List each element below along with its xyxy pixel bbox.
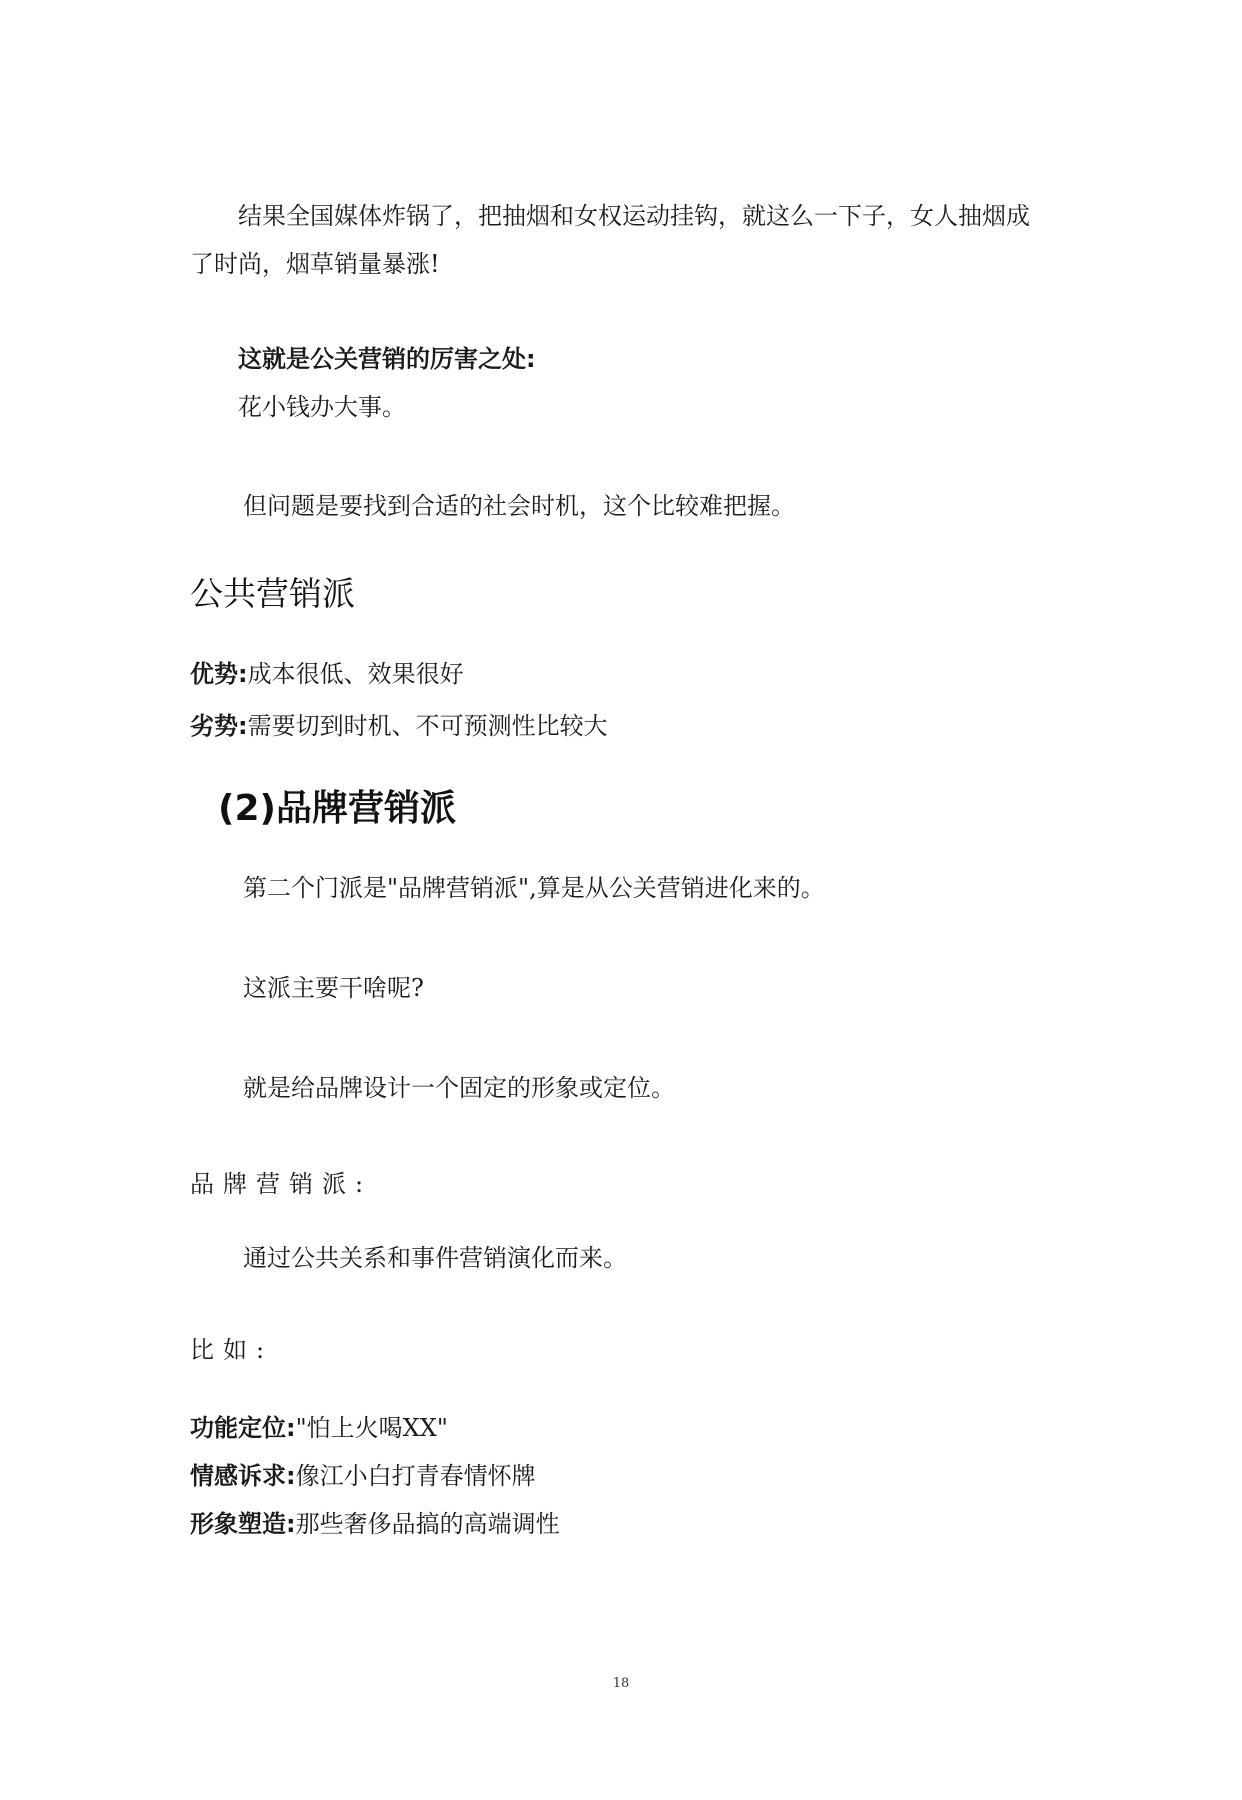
- paragraph-line: 第二个门派是"品牌营销派",算是从公关营销进化来的。: [243, 874, 825, 902]
- paragraph-line: 通过公共关系和事件营销演化而来。: [243, 1244, 627, 1272]
- list-item: [190, 1412, 448, 1444]
- cons-row: [190, 710, 608, 742]
- highlight-heading: 这就是公关营销的厉害之处:: [238, 345, 536, 373]
- paragraph-line: 但问题是要找到合适的社会时机，这个比较难把握。: [243, 492, 795, 520]
- section-title: 公共营销派: [190, 574, 355, 613]
- highlight-text: 花小钱办大事。: [238, 393, 406, 421]
- list-item: [190, 1460, 536, 1492]
- pros-label: 优势:: [190, 660, 248, 688]
- list-item: [190, 1508, 560, 1540]
- item-text: "怕上火喝XX": [295, 1414, 448, 1442]
- cons-text: 需要切到时机、不可预测性比较大: [247, 712, 608, 740]
- paragraph-line: 结果全国媒体炸锅了，把抽烟和女权运动挂钩，就这么一下子，女人抽烟成: [238, 202, 1030, 230]
- section-title: (2)品牌营销派: [218, 788, 456, 829]
- paragraph-line: 了时尚，烟草销量暴涨!: [190, 250, 440, 278]
- brand-label: 品牌营销派:: [190, 1170, 373, 1198]
- paragraph-line: 这派主要干啥呢?: [243, 974, 424, 1002]
- pros-row: [190, 658, 464, 690]
- item-text: 像江小白打青春情怀牌: [295, 1462, 536, 1490]
- paragraph-line: 就是给品牌设计一个固定的形象或定位。: [243, 1074, 675, 1102]
- cons-label: 劣势:: [190, 712, 248, 740]
- page-number: 18: [612, 1676, 630, 1691]
- item-text: 那些奢侈品搞的高端调性: [295, 1510, 560, 1538]
- pros-text: 成本很低、效果很好: [247, 660, 464, 688]
- item-label: 形象塑造:: [190, 1510, 296, 1538]
- item-label: 情感诉求:: [190, 1462, 296, 1490]
- example-label: 比如:: [190, 1336, 274, 1364]
- item-label: 功能定位:: [190, 1414, 296, 1442]
